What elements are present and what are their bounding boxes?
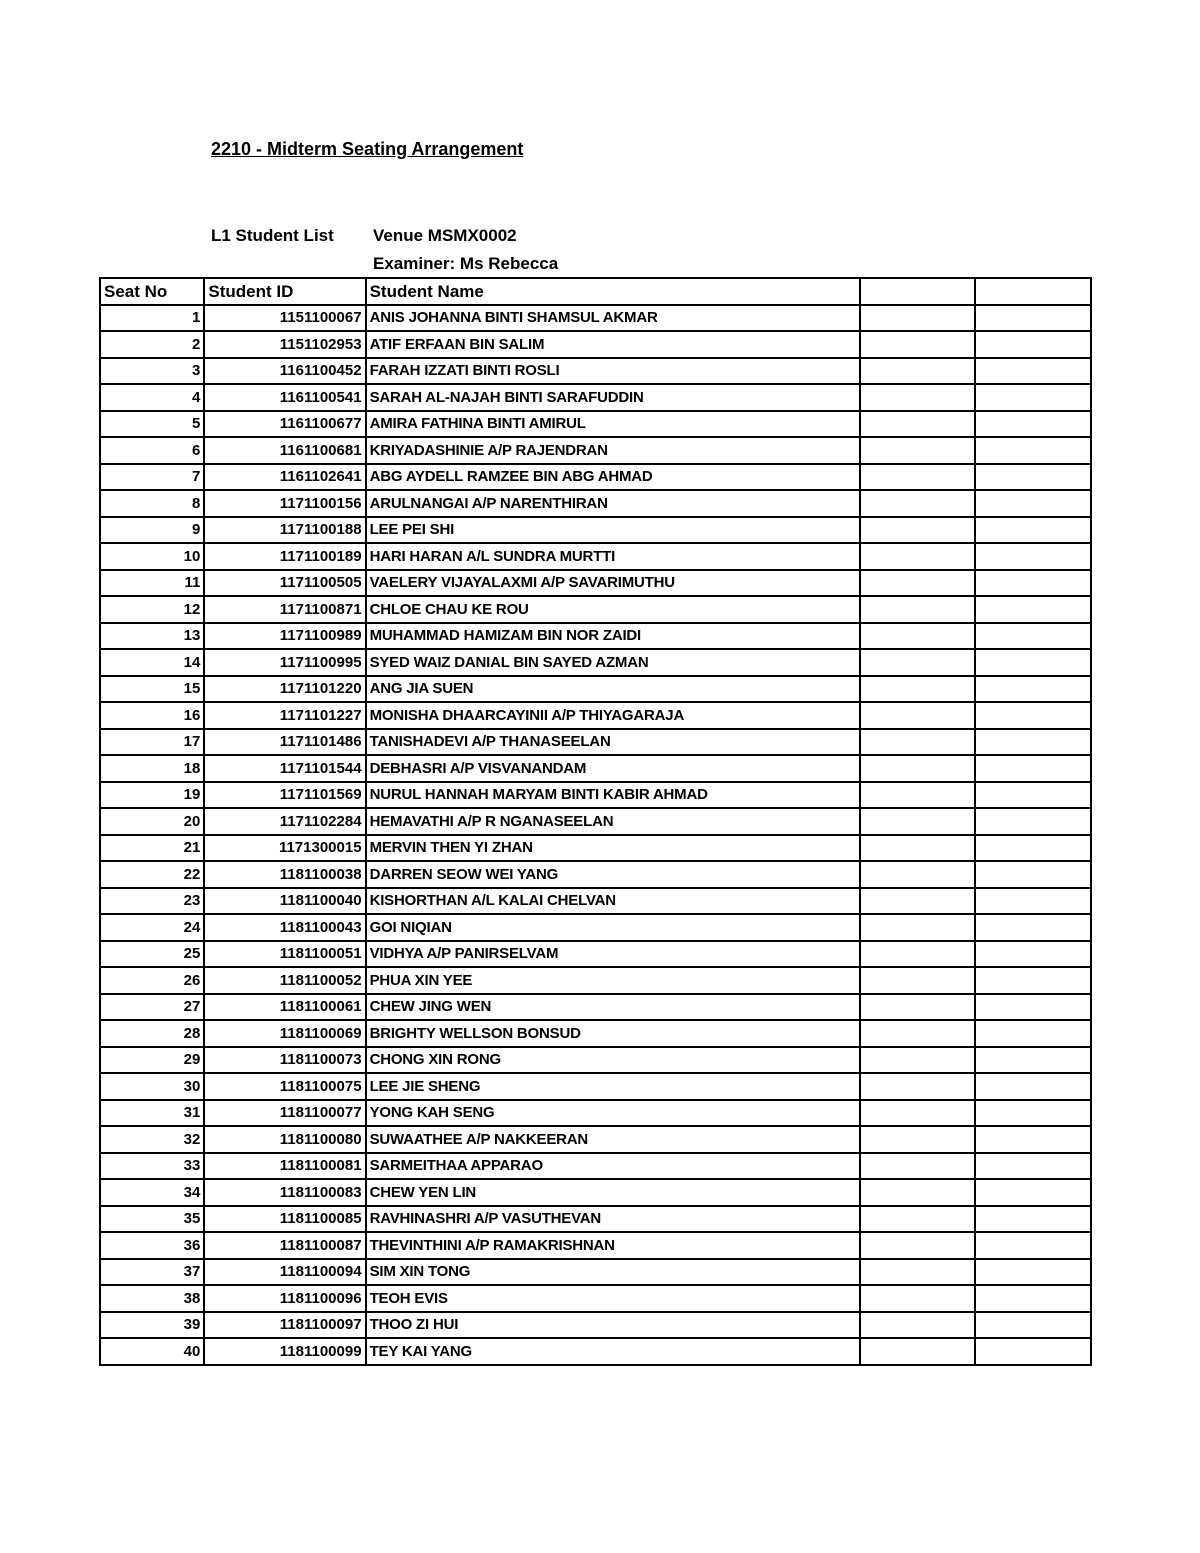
table-row [100,755,1091,782]
blank-cell [975,1232,1091,1259]
header-student-id: Student ID [204,278,365,305]
blank-cell [860,1206,976,1233]
student-id-cell: 1171101227 [204,702,365,729]
student-name-cell: HARI HARAN A/L SUNDRA MURTTI [366,543,860,570]
student-name-cell: TEY KAI YANG [366,1338,860,1365]
student-id-cell: 1181100094 [204,1259,365,1286]
table-row [100,1338,1091,1365]
blank-cell [860,914,976,941]
blank-cell [860,1100,976,1127]
seat-no-cell: 20 [100,808,204,835]
blank-cell [975,808,1091,835]
blank-cell [860,676,976,703]
seat-no-cell: 12 [100,596,204,623]
student-id-cell: 1171100188 [204,517,365,544]
table-row [100,649,1091,676]
student-name-cell: SARAH AL-NAJAH BINTI SARAFUDDIN [366,384,860,411]
blank-cell [975,888,1091,915]
blank-cell [975,1126,1091,1153]
blank-cell [975,861,1091,888]
seat-no-cell: 40 [100,1338,204,1365]
blank-cell [860,1020,976,1047]
table-row [100,1232,1091,1259]
seat-no-cell: 18 [100,755,204,782]
blank-cell [975,649,1091,676]
student-id-cell: 1151102953 [204,331,365,358]
seat-no-cell: 36 [100,1232,204,1259]
blank-cell [975,596,1091,623]
seat-no-cell: 11 [100,570,204,597]
student-id-cell: 1171101569 [204,782,365,809]
blank-cell [975,967,1091,994]
student-name-cell: ATIF ERFAAN BIN SALIM [366,331,860,358]
student-id-cell: 1181100040 [204,888,365,915]
student-name-cell: ANG JIA SUEN [366,676,860,703]
blank-cell [975,437,1091,464]
student-name-cell: KRIYADASHINIE A/P RAJENDRAN [366,437,860,464]
student-name-cell: MONISHA DHAARCAYINII A/P THIYAGARAJA [366,702,860,729]
seat-no-cell: 4 [100,384,204,411]
seat-no-cell: 34 [100,1179,204,1206]
table-row [100,861,1091,888]
student-name-cell: LEE JIE SHENG [366,1073,860,1100]
student-name-cell: ARULNANGAI A/P NARENTHIRAN [366,490,860,517]
student-name-cell: PHUA XIN YEE [366,967,860,994]
table-row [100,1179,1091,1206]
student-name-cell: CHONG XIN RONG [366,1047,860,1074]
student-id-cell: 1161100677 [204,411,365,438]
blank-cell [975,358,1091,385]
blank-cell [975,1179,1091,1206]
blank-cell [975,914,1091,941]
seat-no-cell: 27 [100,994,204,1021]
seat-no-cell: 13 [100,623,204,650]
blank-cell [860,835,976,862]
student-id-cell: 1181100081 [204,1153,365,1180]
seat-no-cell: 25 [100,941,204,968]
seat-no-cell: 5 [100,411,204,438]
table-row [100,702,1091,729]
blank-cell [860,517,976,544]
student-name-cell: DARREN SEOW WEI YANG [366,861,860,888]
table-row [100,1126,1091,1153]
blank-cell [860,941,976,968]
seat-no-cell: 2 [100,331,204,358]
seat-no-cell: 23 [100,888,204,915]
student-name-cell: CHEW JING WEN [366,994,860,1021]
seat-no-cell: 3 [100,358,204,385]
table-row [100,1047,1091,1074]
student-name-cell: NURUL HANNAH MARYAM BINTI KABIR AHMAD [366,782,860,809]
student-name-cell: THOO ZI HUI [366,1312,860,1339]
table-row [100,305,1091,332]
seat-no-cell: 1 [100,305,204,332]
student-id-cell: 1181100061 [204,994,365,1021]
blank-cell [975,570,1091,597]
blank-cell [860,967,976,994]
seat-no-cell: 10 [100,543,204,570]
seat-no-cell: 22 [100,861,204,888]
student-name-cell: THEVINTHINI A/P RAMAKRISHNAN [366,1232,860,1259]
blank-cell [975,623,1091,650]
table-row [100,967,1091,994]
blank-cell [860,1338,976,1365]
table-row [100,384,1091,411]
table-row [100,835,1091,862]
blank-cell [975,729,1091,756]
student-name-cell: DEBHASRI A/P VISVANANDAM [366,755,860,782]
student-id-cell: 1181100077 [204,1100,365,1127]
seating-table [99,277,1092,1366]
student-id-cell: 1161100452 [204,358,365,385]
student-id-cell: 1181100052 [204,967,365,994]
student-id-cell: 1171100995 [204,649,365,676]
table-row [100,596,1091,623]
blank-cell [975,305,1091,332]
student-list-label: L1 Student List [211,226,334,245]
blank-cell [975,331,1091,358]
student-name-cell: MUHAMMAD HAMIZAM BIN NOR ZAIDI [366,623,860,650]
student-id-cell: 1161100681 [204,437,365,464]
student-id-cell: 1181100085 [204,1206,365,1233]
blank-cell [975,755,1091,782]
blank-cell [975,1153,1091,1180]
table-row [100,1285,1091,1312]
student-id-cell: 1171300015 [204,835,365,862]
table-row [100,464,1091,491]
blank-cell [860,464,976,491]
table-row [100,808,1091,835]
table-row [100,543,1091,570]
blank-cell [975,411,1091,438]
blank-cell [860,1153,976,1180]
blank-cell [860,861,976,888]
table-row [100,331,1091,358]
blank-cell [860,623,976,650]
table-row [100,1020,1091,1047]
student-name-cell: ABG AYDELL RAMZEE BIN ABG AHMAD [366,464,860,491]
seat-no-cell: 21 [100,835,204,862]
seat-no-cell: 28 [100,1020,204,1047]
student-id-cell: 1181100043 [204,914,365,941]
seat-no-cell: 35 [100,1206,204,1233]
student-id-cell: 1181100073 [204,1047,365,1074]
blank-cell [860,808,976,835]
blank-cell [860,1259,976,1286]
student-name-cell: TANISHADEVI A/P THANASEELAN [366,729,860,756]
table-row [100,358,1091,385]
student-id-cell: 1181100096 [204,1285,365,1312]
blank-cell [975,676,1091,703]
blank-cell [860,411,976,438]
student-name-cell: HEMAVATHI A/P R NGANASEELAN [366,808,860,835]
student-id-cell: 1181100097 [204,1312,365,1339]
student-name-cell: AMIRA FATHINA BINTI AMIRUL [366,411,860,438]
student-id-cell: 1181100051 [204,941,365,968]
table-row [100,941,1091,968]
student-id-cell: 1181100083 [204,1179,365,1206]
seat-no-cell: 24 [100,914,204,941]
student-id-cell: 1161100541 [204,384,365,411]
blank-cell [975,517,1091,544]
seat-no-cell: 16 [100,702,204,729]
header-seat-no: Seat No [100,278,204,305]
blank-cell [860,1179,976,1206]
table-row [100,729,1091,756]
blank-cell [860,1073,976,1100]
student-name-cell: TEOH EVIS [366,1285,860,1312]
table-row [100,782,1091,809]
seat-no-cell: 9 [100,517,204,544]
student-id-cell: 1171100505 [204,570,365,597]
blank-cell [975,835,1091,862]
student-id-cell: 1181100087 [204,1232,365,1259]
table-header-row [100,278,1091,305]
blank-cell [975,464,1091,491]
table-row [100,1153,1091,1180]
blank-cell [975,994,1091,1021]
student-name-cell: BRIGHTY WELLSON BONSUD [366,1020,860,1047]
seat-no-cell: 8 [100,490,204,517]
blank-cell [975,702,1091,729]
blank-cell [975,543,1091,570]
table-row [100,994,1091,1021]
seat-no-cell: 32 [100,1126,204,1153]
seat-no-cell: 30 [100,1073,204,1100]
blank-cell [860,543,976,570]
student-name-cell: VAELERY VIJAYALAXMI A/P SAVARIMUTHU [366,570,860,597]
blank-cell [860,437,976,464]
student-id-cell: 1171101486 [204,729,365,756]
blank-cell [860,729,976,756]
blank-cell [975,1312,1091,1339]
table-row [100,1312,1091,1339]
student-id-cell: 1181100075 [204,1073,365,1100]
blank-cell [975,941,1091,968]
student-id-cell: 1161102641 [204,464,365,491]
blank-cell [860,1232,976,1259]
header-extra-2 [975,278,1091,305]
seat-no-cell: 15 [100,676,204,703]
student-name-cell: SUWAATHEE A/P NAKKEERAN [366,1126,860,1153]
blank-cell [860,649,976,676]
blank-cell [860,1285,976,1312]
student-name-cell: VIDHYA A/P PANIRSELVAM [366,941,860,968]
student-name-cell: RAVHINASHRI A/P VASUTHEVAN [366,1206,860,1233]
blank-cell [860,755,976,782]
table-row [100,1259,1091,1286]
student-name-cell: MERVIN THEN YI ZHAN [366,835,860,862]
blank-cell [860,888,976,915]
blank-cell [860,596,976,623]
table-row [100,570,1091,597]
student-id-cell: 1181100038 [204,861,365,888]
student-id-cell: 1181100080 [204,1126,365,1153]
seat-no-cell: 33 [100,1153,204,1180]
venue-label: Venue MSMX0002 [373,226,517,245]
student-id-cell: 1171102284 [204,808,365,835]
blank-cell [860,358,976,385]
student-name-cell: SIM XIN TONG [366,1259,860,1286]
blank-cell [975,1073,1091,1100]
blank-cell [975,1338,1091,1365]
student-name-cell: YONG KAH SENG [366,1100,860,1127]
blank-cell [860,384,976,411]
blank-cell [975,1259,1091,1286]
blank-cell [860,331,976,358]
table-row [100,411,1091,438]
blank-cell [860,702,976,729]
header-student-name: Student Name [366,278,860,305]
blank-cell [975,1047,1091,1074]
blank-cell [860,305,976,332]
header-extra-1 [860,278,976,305]
seat-no-cell: 6 [100,437,204,464]
blank-cell [860,1047,976,1074]
student-name-cell: ANIS JOHANNA BINTI SHAMSUL AKMAR [366,305,860,332]
blank-cell [860,994,976,1021]
student-id-cell: 1151100067 [204,305,365,332]
student-name-cell: FARAH IZZATI BINTI ROSLI [366,358,860,385]
table-row [100,1100,1091,1127]
seat-no-cell: 31 [100,1100,204,1127]
table-row [100,437,1091,464]
student-id-cell: 1181100099 [204,1338,365,1365]
student-id-cell: 1171100189 [204,543,365,570]
seat-no-cell: 17 [100,729,204,756]
blank-cell [975,1206,1091,1233]
blank-cell [975,1285,1091,1312]
table-row [100,1206,1091,1233]
table-row [100,517,1091,544]
table-row [100,623,1091,650]
student-name-cell: SARMEITHAA APPARAO [366,1153,860,1180]
seat-no-cell: 14 [100,649,204,676]
blank-cell [975,1100,1091,1127]
blank-cell [975,1020,1091,1047]
student-name-cell: LEE PEI SHI [366,517,860,544]
student-id-cell: 1171101220 [204,676,365,703]
table-row [100,914,1091,941]
blank-cell [975,490,1091,517]
seat-no-cell: 38 [100,1285,204,1312]
seat-no-cell: 19 [100,782,204,809]
blank-cell [860,1312,976,1339]
table-row [100,1073,1091,1100]
student-name-cell: CHEW YEN LIN [366,1179,860,1206]
seat-no-cell: 26 [100,967,204,994]
blank-cell [860,782,976,809]
table-row [100,888,1091,915]
seat-no-cell: 7 [100,464,204,491]
student-name-cell: GOI NIQIAN [366,914,860,941]
page-title: 2210 - Midterm Seating Arrangement [211,139,524,159]
blank-cell [975,384,1091,411]
student-id-cell: 1171101544 [204,755,365,782]
blank-cell [860,1126,976,1153]
student-id-cell: 1171100156 [204,490,365,517]
table-row [100,676,1091,703]
blank-cell [975,782,1091,809]
student-name-cell: CHLOE CHAU KE ROU [366,596,860,623]
student-id-cell: 1181100069 [204,1020,365,1047]
blank-cell [860,570,976,597]
seat-no-cell: 37 [100,1259,204,1286]
seat-no-cell: 39 [100,1312,204,1339]
student-name-cell: KISHORTHAN A/L KALAI CHELVAN [366,888,860,915]
student-name-cell: SYED WAIZ DANIAL BIN SAYED AZMAN [366,649,860,676]
seat-no-cell: 29 [100,1047,204,1074]
table-row [100,490,1091,517]
blank-cell [860,490,976,517]
student-id-cell: 1171100871 [204,596,365,623]
examiner-label: Examiner: Ms Rebecca [373,254,559,273]
student-id-cell: 1171100989 [204,623,365,650]
